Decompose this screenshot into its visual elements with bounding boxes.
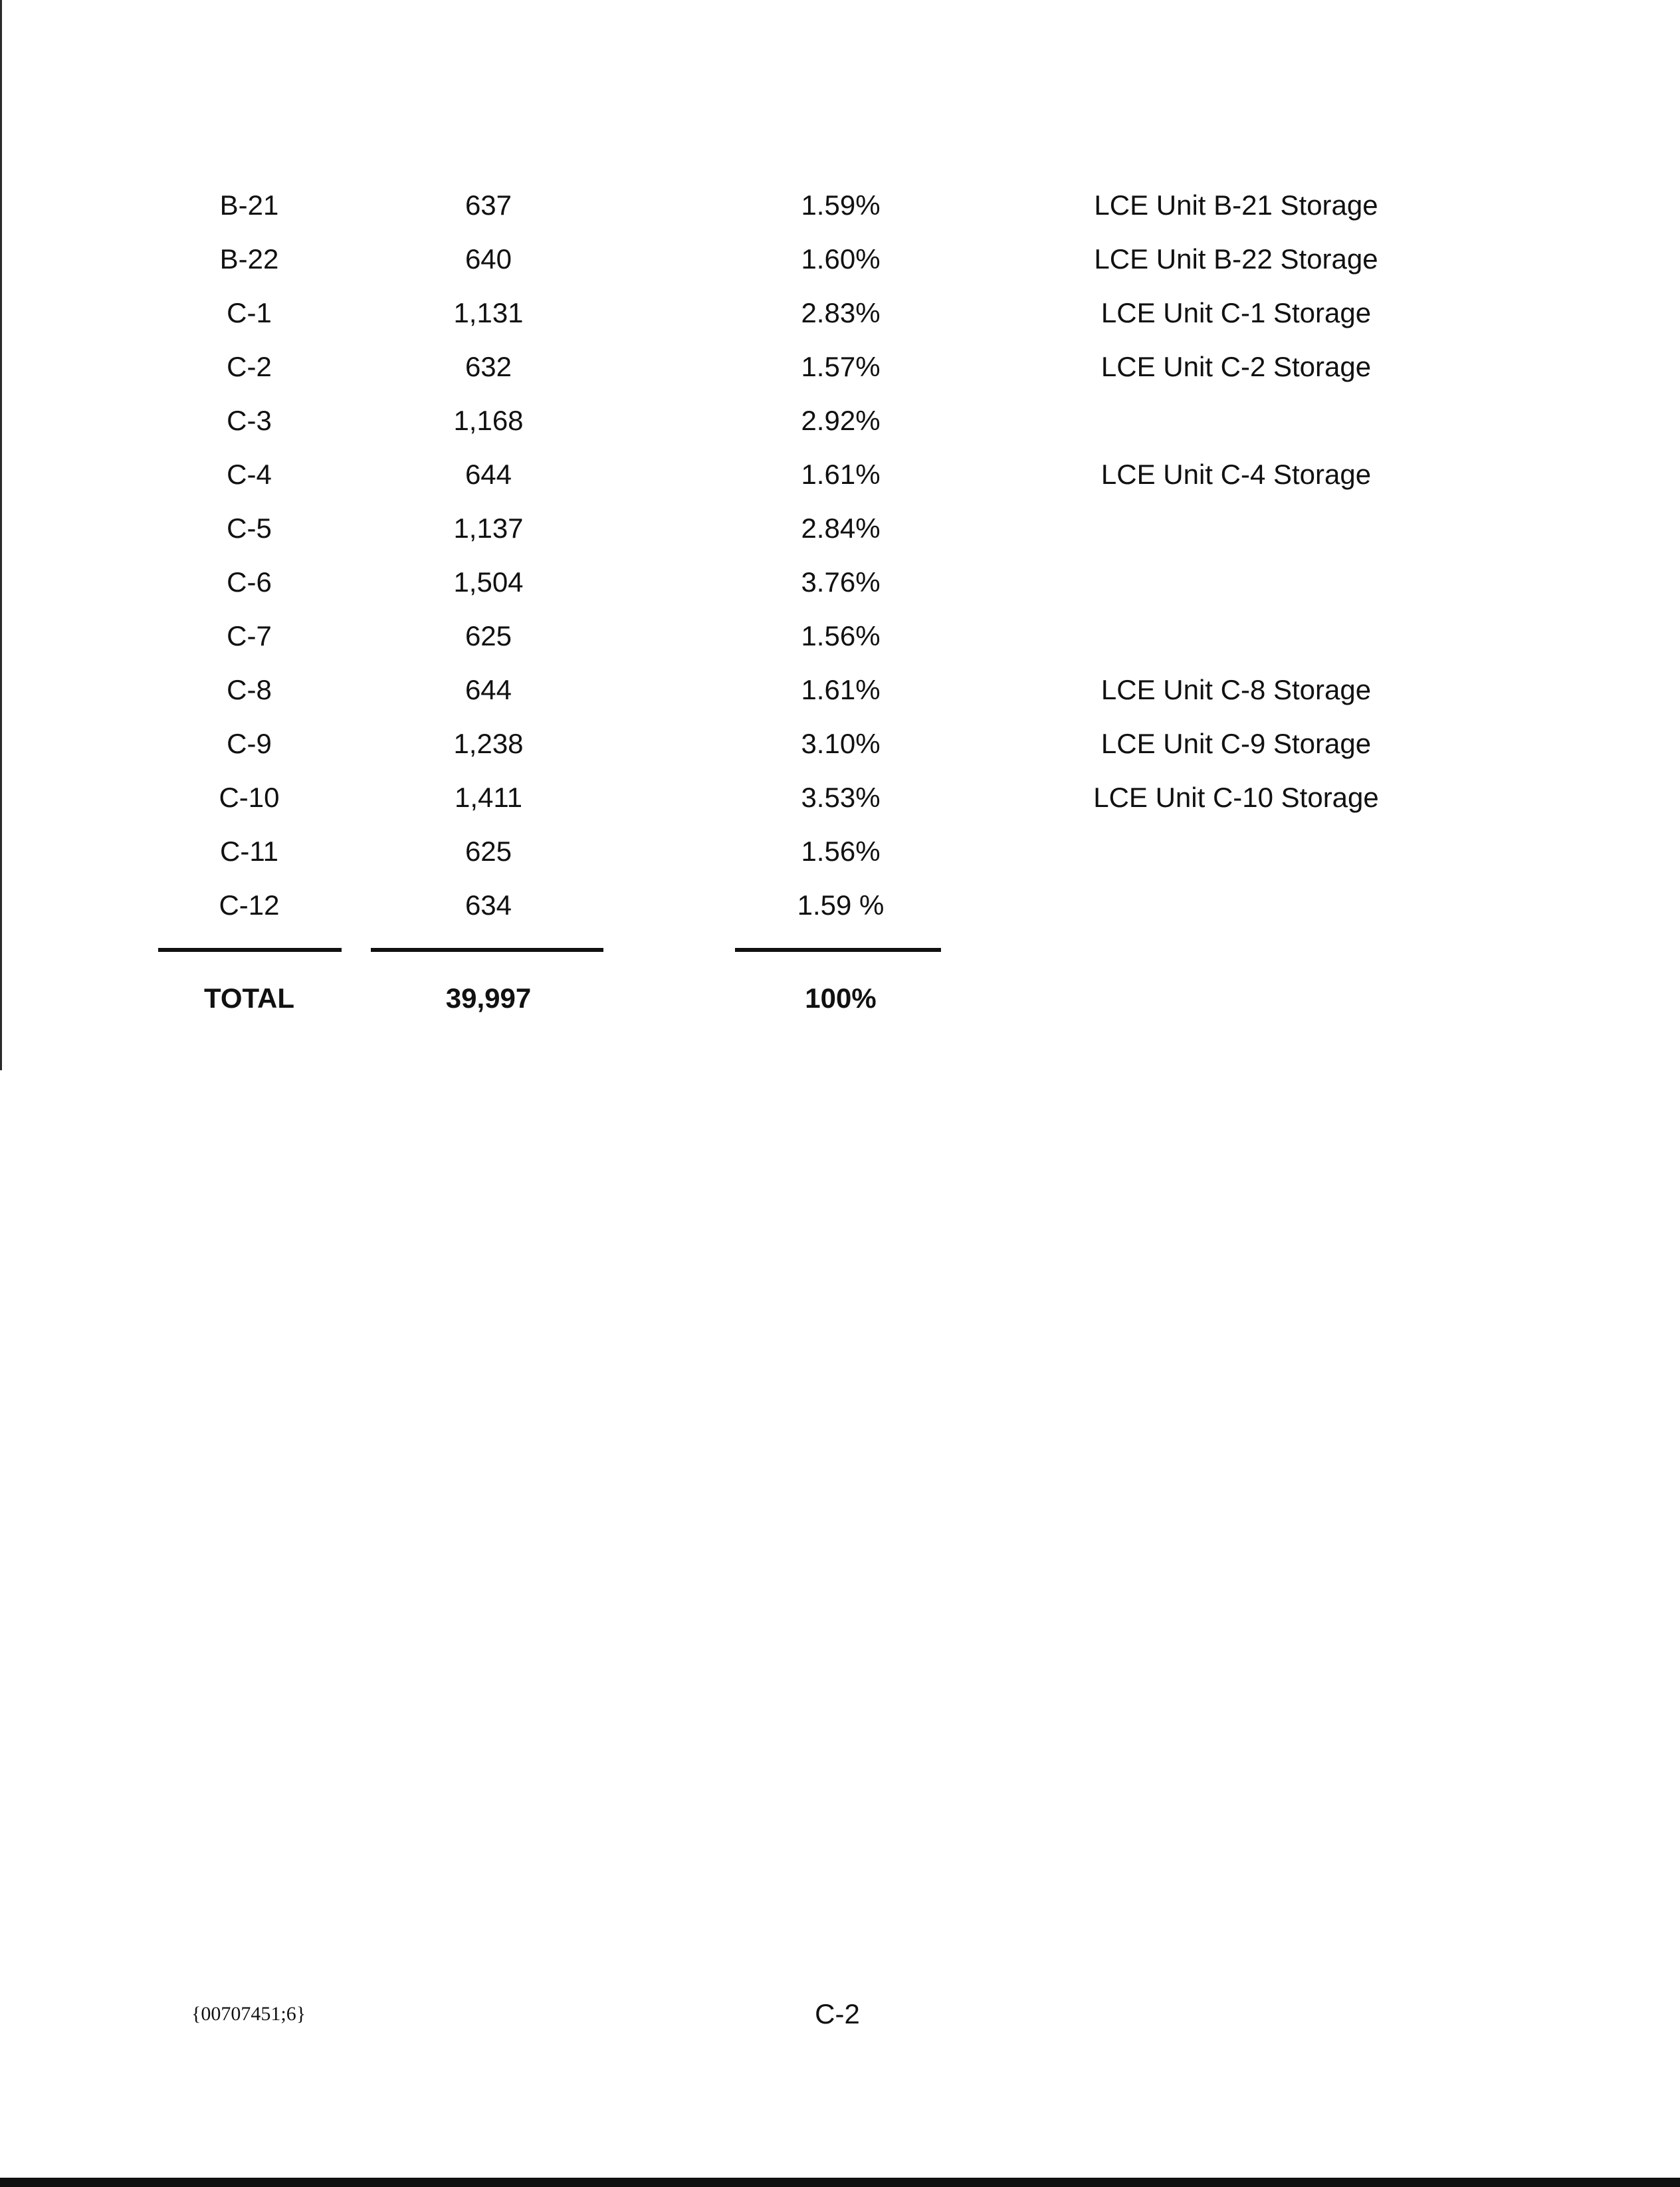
description-cell: LCE Unit C-2 Storage xyxy=(1101,351,1372,382)
unit-cell: C-3 xyxy=(227,405,272,436)
unit-cell: C-7 xyxy=(227,620,272,651)
table-row xyxy=(0,885,1680,925)
unit-cell: C-11 xyxy=(220,836,278,867)
area-cell: 632 xyxy=(465,351,512,382)
table-row xyxy=(0,832,1680,871)
table-row xyxy=(0,562,1680,602)
total-rule-unit xyxy=(158,948,342,952)
percent-cell: 1.56% xyxy=(801,836,881,867)
percent-cell: 3.10% xyxy=(801,728,881,759)
table-row xyxy=(0,670,1680,710)
area-cell: 1,411 xyxy=(455,782,522,813)
area-cell: 637 xyxy=(465,189,512,221)
description-cell: LCE Unit B-21 Storage xyxy=(1094,189,1378,221)
description-cell: LCE Unit C-10 Storage xyxy=(1093,782,1379,813)
total-label: TOTAL xyxy=(203,982,295,1014)
percent-cell: 1.57% xyxy=(801,351,881,382)
percent-cell: 2.92% xyxy=(801,405,881,436)
area-cell: 1,168 xyxy=(453,405,524,436)
percent-cell: 1.60% xyxy=(801,243,881,275)
table-row xyxy=(0,778,1680,818)
percent-cell: 2.83% xyxy=(801,297,881,328)
area-cell: 1,131 xyxy=(453,297,524,328)
table-row xyxy=(0,616,1680,656)
table-row xyxy=(0,347,1680,387)
total-row xyxy=(0,978,1680,1018)
percent-cell: 3.53% xyxy=(801,782,881,813)
percent-cell: 3.76% xyxy=(801,566,881,598)
description-cell: LCE Unit B-22 Storage xyxy=(1094,243,1378,275)
area-cell: 644 xyxy=(465,459,512,490)
unit-cell: C-8 xyxy=(227,674,272,705)
area-cell: 625 xyxy=(465,836,512,867)
unit-cell: B-22 xyxy=(219,243,279,275)
table-row xyxy=(0,509,1680,548)
unit-cell: C-6 xyxy=(227,566,272,598)
percent-cell: 2.84% xyxy=(801,513,881,544)
page-number: C-2 xyxy=(815,1998,860,2029)
area-cell: 634 xyxy=(465,889,512,921)
table-row xyxy=(0,401,1680,441)
percent-cell: 1.59% xyxy=(801,189,881,221)
total-rule-percent xyxy=(735,948,941,952)
percent-cell: 1.61% xyxy=(801,674,881,705)
unit-cell: C-1 xyxy=(227,297,272,328)
total-area: 39,997 xyxy=(445,982,532,1014)
table-row xyxy=(0,239,1680,279)
area-cell: 644 xyxy=(465,674,512,705)
unit-cell: C-10 xyxy=(219,782,280,813)
percent-cell: 1.61% xyxy=(801,459,881,490)
unit-cell: C-2 xyxy=(227,351,272,382)
table-row xyxy=(0,293,1680,333)
table-row xyxy=(0,455,1680,495)
unit-cell: C-4 xyxy=(227,459,272,490)
unit-cell: C-9 xyxy=(227,728,272,759)
table-row xyxy=(0,724,1680,764)
description-cell: LCE Unit C-4 Storage xyxy=(1101,459,1372,490)
description-cell: LCE Unit C-9 Storage xyxy=(1101,728,1372,759)
total-percent: 100% xyxy=(805,982,877,1014)
description-cell: LCE Unit C-1 Storage xyxy=(1101,297,1372,328)
percent-cell: 1.56% xyxy=(801,620,881,651)
unit-cell: C-12 xyxy=(219,889,280,921)
area-cell: 1,238 xyxy=(453,728,524,759)
area-cell: 1,504 xyxy=(453,566,524,598)
description-cell: LCE Unit C-8 Storage xyxy=(1101,674,1372,705)
area-cell: 640 xyxy=(465,243,512,275)
unit-cell: B-21 xyxy=(219,189,279,221)
unit-cell: C-5 xyxy=(227,513,272,544)
table-row xyxy=(0,185,1680,225)
area-cell: 625 xyxy=(465,620,512,651)
total-rule-area xyxy=(371,948,603,952)
area-cell: 1,137 xyxy=(453,513,524,544)
scan-edge-bottom xyxy=(0,2178,1680,2187)
document-id: {00707451;6} xyxy=(191,2003,306,2025)
percent-cell: 1.59 % xyxy=(797,889,885,921)
